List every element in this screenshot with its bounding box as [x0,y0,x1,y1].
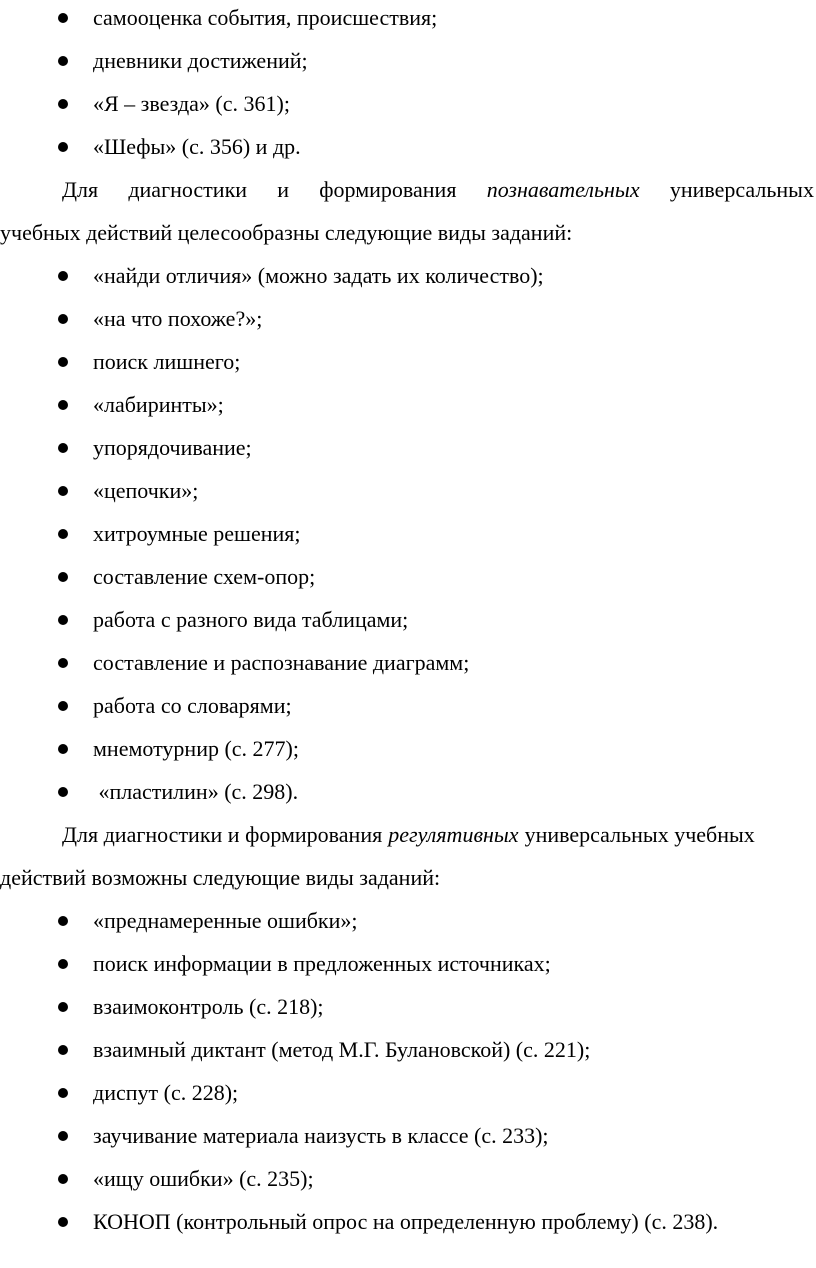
list-item-text: взаимоконтроль (с. 218); [93,994,324,1019]
list-item-text: взаимный диктант (метод М.Г. Булановской) (с. 221); [93,1037,591,1062]
list-item-text: заучивание материала наизусть в классе (с. 233); [93,1123,549,1148]
bullet-icon [58,142,68,152]
bullet-icon [58,99,68,109]
list-item-text: работа с разного вида таблицами; [93,607,409,632]
bullet-icon [58,271,68,281]
bullet-icon [58,1217,68,1227]
list-item-text: «Шефы» (с. 356) и др. [93,134,301,159]
list-item-text: диспут (с. 228); [93,1080,239,1105]
bullet-icon [58,572,68,582]
bullet-icon [58,1088,68,1098]
list-item-text: составление схем-опор; [93,564,316,589]
bullet-icon [58,357,68,367]
bullet-icon [58,1131,68,1141]
list-item-text: поиск лишнего; [93,349,241,374]
bullet-icon [58,701,68,711]
list-item-text: составление и распознавание диаграмм; [93,650,470,675]
list-item-text: хитроумные решения; [93,521,301,546]
paragraph-word: универсальных [669,177,814,202]
bullet-icon [58,443,68,453]
list-item-text: самооценка события, происшествия; [93,5,438,30]
bullet-icon [58,658,68,668]
bullet-icon [58,787,68,797]
bullet-icon [58,959,68,969]
paragraph-italic-word: познавательных [486,177,640,202]
bullet-icon [58,1002,68,1012]
list-item-text: дневники достижений; [93,48,308,73]
paragraph-text: учебных действий целесообразны следующие виды заданий: [0,220,573,245]
paragraph-word: формирования [319,177,457,202]
bullet-icon [58,486,68,496]
paragraph-text: действий возможны следующие виды заданий: [0,865,441,890]
bullet-icon [58,1174,68,1184]
paragraph-italic-word: регулятивных [388,822,519,847]
bullet-icon [58,400,68,410]
list-item-text: КОНОП (контрольный опрос на определенную проблему) (с. 238). [93,1209,719,1234]
paragraph-word: диагностики [128,177,248,202]
list-item-text: «цепочки»; [93,478,199,503]
paragraph-text: Для диагностики и формирования [62,822,383,847]
bullet-icon [58,529,68,539]
bullet-icon [58,56,68,66]
bullet-icon [58,916,68,926]
paragraph-word: Для [62,177,99,202]
list-item-text: «преднамеренные ошибки»; [93,908,358,933]
list-item-text: поиск информации в предложенных источниках; [93,951,551,976]
bullet-icon [58,314,68,324]
list-item-text: «на что похоже?»; [93,306,263,331]
list-item-text: «Я – звезда» (с. 361); [93,91,290,116]
bullet-icon [58,13,68,23]
list-item-text: работа со словарями; [93,693,292,718]
paragraph-word: и [277,177,290,202]
bullet-icon [58,1045,68,1055]
list-item-text: мнемотурнир (с. 277); [93,736,299,761]
paragraph-first-line [62,820,814,850]
list-item-text: упорядочивание; [93,435,252,460]
justified-line [62,175,814,205]
list-item-text: «ищу ошибки» (с. 235); [93,1166,314,1191]
bullet-icon [58,615,68,625]
list-item-text: «пластилин» (с. 298). [93,779,299,804]
paragraph-text: универсальных учебных [524,822,755,847]
bullet-icon [58,744,68,754]
list-item-text: «лабиринты»; [93,392,224,417]
list-item-text: «найди отличия» (можно задать их количество); [93,263,544,288]
